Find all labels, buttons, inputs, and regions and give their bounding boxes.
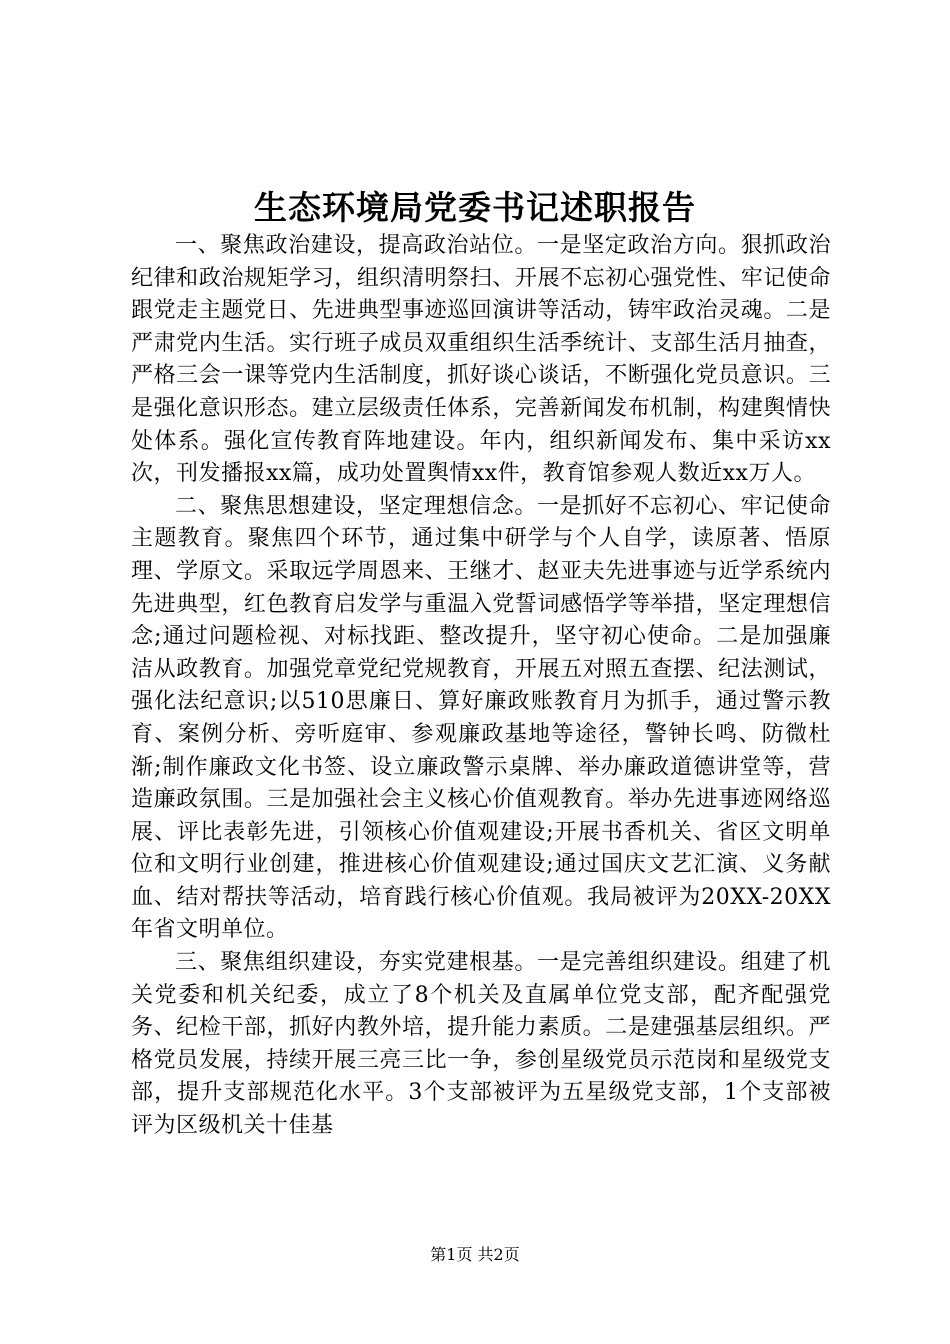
paragraph-organizational-building: 三、聚焦组织建设，夯实党建根基。一是完善组织建设。组建了机关党委和机关纪委，成立了8个机关及直属单位党支部，配齐配强党务、纪检干部，抓好内教外培，提升能力素质。二是建强基层组织。严格党员发展，持续开展三亮三比一争，参创星级党员示范岗和星级党支部，提升支部规范化水平。3个支部被评为五星级党支部，1个支部被评为区级机关十佳基 (131, 950, 831, 1139)
document-body (131, 230, 831, 1143)
document-title: 生态环境局党委书记述职报告 (254, 188, 696, 227)
page-number-footer: 第1页 共2页 (430, 1245, 520, 1264)
paragraph-political-building: 一、聚焦政治建设，提高政治站位。一是坚定政治方向。狠抓政治纪律和政治规矩学习，组织清明祭扫、开展不忘初心强党性、牢记使命跟党走主题党日、先进典型事迹巡回演讲等活动，铸牢政治灵魂。二是严肃党内生活。实行班子成员双重组织生活季统计、支部生活月抽查，严格三会一课等党内生活制度，抓好谈心谈话，不断强化党员意识。三是强化意识形态。建立层级责任体系，完善新闻发布机制，构建舆情快处体系。强化宣传教育阵地建设。年内，组织新闻发布、集中采访xx次，刊发播报xx篇，成功处置舆情xx件，教育馆参观人数近xx万人。 (131, 233, 831, 487)
paragraph-ideological-building: 二、聚焦思想建设，坚定理想信念。一是抓好不忘初心、牢记使命主题教育。聚焦四个环节，通过集中研学与个人自学，读原著、悟原理、学原文。采取远学周恩来、王继才、赵亚夫先进事迹与近学系统内先进典型，红色教育启发学与重温入党誓词感悟学等举措，坚定理想信念;通过问题检视、对标找距、整改提升，坚守初心使命。二是加强廉洁从政教育。加强党章党纪党规教育，开展五对照五查摆、纪法测试，强化法纪意识;以510思廉日、算好廉政账教育月为抓手，通过警示教育、案例分析、旁听庭审、参观廉政基地等途径，警钟长鸣、防微杜渐;制作廉政文化书签、设立廉政警示桌牌、举办廉政道德讲堂等，营造廉政氛围。三是加强社会主义核心价值观教育。举办先进事迹网络巡展、评比表彰先进，引领核心价值观建设;开展书香机关、省区文明单位和文明行业创建，推进核心价值观建设;通过国庆文艺汇演、义务献血、结对帮扶等活动，培育践行核心价值观。我局被评为20XX-20XX年省文明单位。 (131, 493, 831, 943)
